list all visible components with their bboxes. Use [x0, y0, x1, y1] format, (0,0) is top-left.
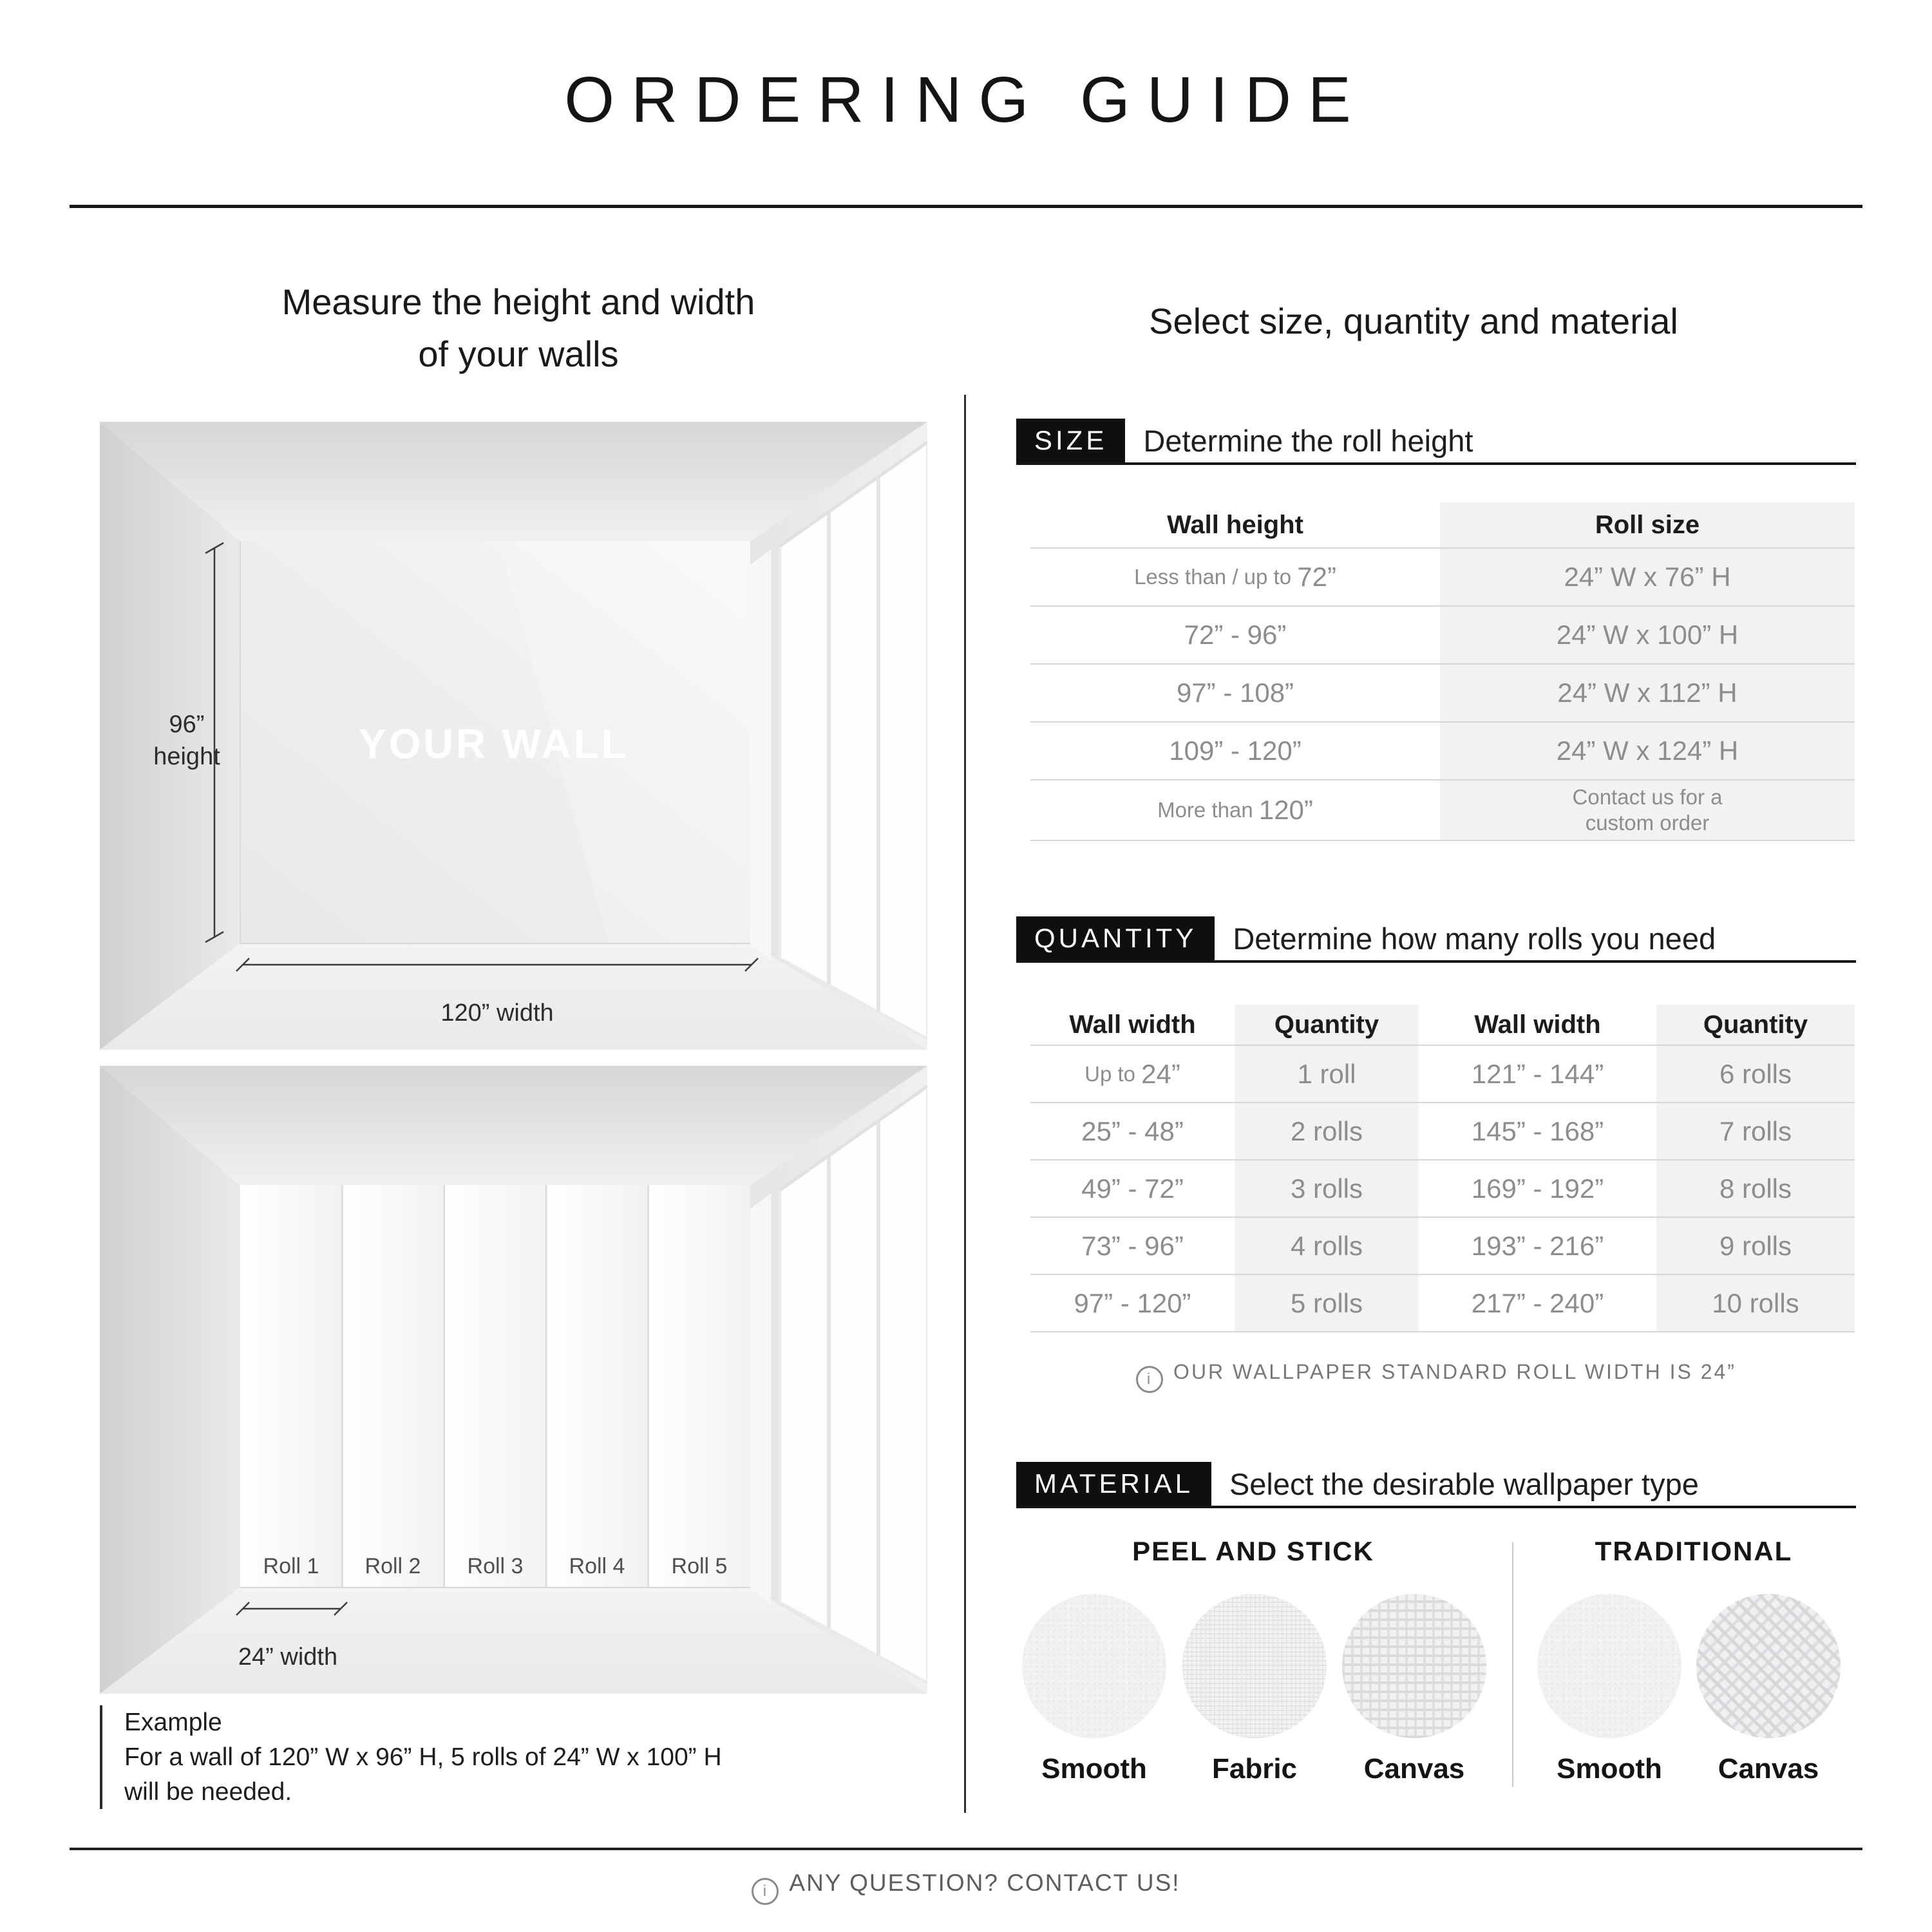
info-icon — [752, 1878, 779, 1905]
wallpaper-rolls — [240, 1185, 750, 1587]
roll-1-label: Roll 1 — [263, 1554, 319, 1578]
quantity-table-row: 49” - 72” 3 rolls 169” - 192” 8 rolls — [1030, 1159, 1855, 1217]
swatch-peel-fabric — [1182, 1594, 1327, 1738]
quantity-table-row: 97” - 120” 5 rolls 217” - 240” 10 rolls — [1030, 1274, 1855, 1331]
peel-and-stick-label: PEEL AND STICK — [1132, 1536, 1374, 1566]
roll-5-label: Roll 5 — [671, 1554, 728, 1578]
size-table-header-row — [1030, 502, 1855, 547]
size-section-header — [1016, 419, 1856, 465]
swatch-trad-smooth — [1537, 1594, 1681, 1738]
footer-divider — [70, 1848, 1862, 1850]
example-note — [100, 1705, 722, 1809]
measure-heading-line1: Measure the height and width — [281, 281, 755, 322]
material-section-header — [1016, 1462, 1856, 1508]
swatch-label-smooth-trad: Smooth — [1557, 1753, 1662, 1785]
material-section-title: Select the desirable wallpaper type — [1229, 1466, 1699, 1501]
material-section-label: MATERIAL — [1016, 1462, 1211, 1506]
title-divider — [70, 205, 1862, 208]
measure-heading — [71, 276, 966, 380]
quantity-section-header — [1016, 916, 1856, 963]
size-table — [1030, 502, 1855, 841]
wall-width-header: Wall width — [1474, 1010, 1601, 1039]
size-table-row: 97” - 108” 24” W x 112” H — [1030, 663, 1855, 721]
height-value-label: 96” — [169, 711, 205, 738]
traditional-label: TRADITIONAL — [1595, 1536, 1793, 1566]
quantity-section-label: QUANTITY — [1016, 916, 1215, 960]
size-section-label: SIZE — [1016, 419, 1125, 462]
wall-width-header: Wall width — [1069, 1010, 1196, 1039]
swatch-peel-canvas — [1342, 1594, 1486, 1738]
swatch-peel-smooth — [1022, 1594, 1166, 1738]
info-icon — [1136, 1366, 1163, 1393]
window-frame — [750, 1193, 771, 1605]
column-divider — [964, 395, 966, 1813]
room-rolls-illustration — [100, 1066, 927, 1694]
height-word-label: height — [153, 743, 220, 770]
roll-3-label: Roll 3 — [467, 1554, 524, 1578]
measure-heading-line2: of your walls — [418, 334, 619, 375]
wall-height-header: Wall height — [1167, 510, 1303, 539]
quantity-table-row: 73” - 96” 4 rolls 193” - 216” 9 rolls — [1030, 1217, 1855, 1274]
room-measure-illustration — [100, 422, 927, 1050]
window-frame — [750, 549, 771, 961]
size-table-row: Less than / up to 72” 24” W x 76” H — [1030, 547, 1855, 605]
quantity-table-row: 25” - 48” 2 rolls 145” - 168” 7 rolls — [1030, 1102, 1855, 1159]
material-group-divider — [1512, 1542, 1513, 1787]
size-table-row: 72” - 96” 24” W x 100” H — [1030, 605, 1855, 663]
example-line2: will be needed. — [124, 1777, 292, 1806]
swatch-label-canvas-trad: Canvas — [1718, 1753, 1819, 1785]
swatch-label-canvas: Canvas — [1363, 1753, 1465, 1785]
quantity-table — [1030, 1005, 1855, 1332]
roll-2-label: Roll 2 — [365, 1554, 421, 1578]
quantity-header: Quantity — [1656, 1005, 1855, 1045]
quantity-header: Quantity — [1235, 1005, 1419, 1045]
roll-width-label: 24” width — [238, 1643, 338, 1671]
size-table-row: More than 120” Contact us for a custom order — [1030, 779, 1855, 840]
select-heading: Select size, quantity and material — [1149, 301, 1678, 341]
size-table-row: 109” - 120” 24” W x 124” H — [1030, 721, 1855, 779]
quantity-table-header-row — [1030, 1005, 1855, 1045]
swatch-label-smooth: Smooth — [1041, 1753, 1147, 1785]
page-title: ORDERING GUIDE — [564, 64, 1368, 136]
swatch-label-fabric: Fabric — [1211, 1753, 1298, 1785]
your-wall-label: YOUR WALL — [359, 721, 629, 767]
quantity-section-title: Determine how many rolls you need — [1233, 921, 1716, 956]
size-section-title: Determine the roll height — [1143, 423, 1473, 458]
roll-size-header: Roll size — [1440, 502, 1855, 547]
quantity-table-row: Up to 24” 1 roll 121” - 144” 6 rolls — [1030, 1045, 1855, 1102]
roll-width-note: iOUR WALLPAPER STANDARD ROLL WIDTH IS 24” — [1016, 1360, 1856, 1393]
example-line1: For a wall of 120” W x 96” H, 5 rolls of 24” W x 100” H — [124, 1743, 722, 1771]
example-title: Example — [124, 1709, 222, 1736]
footer-contact: iANY QUESTION? CONTACT US! — [0, 1870, 1932, 1905]
roll-4-label: Roll 4 — [569, 1554, 625, 1578]
width-label: 120” width — [440, 999, 554, 1027]
swatch-trad-canvas — [1696, 1594, 1841, 1738]
